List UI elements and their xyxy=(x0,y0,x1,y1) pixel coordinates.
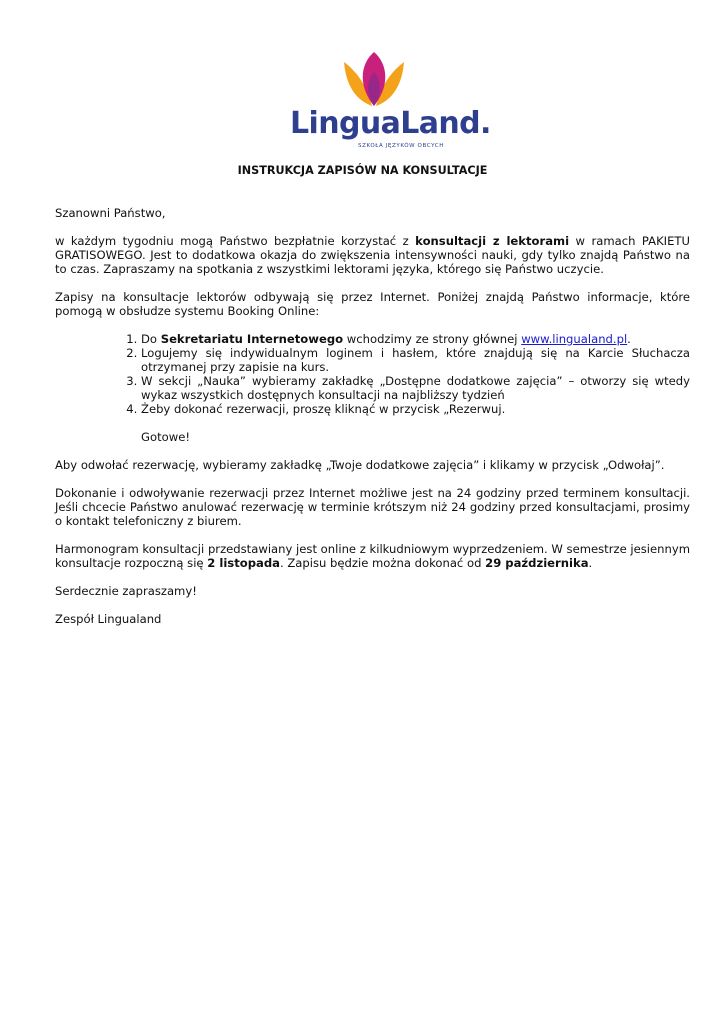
brand-tagline: SZKOŁA JĘZYKÓW OBCYCH xyxy=(358,143,444,149)
booking-paragraph: Zapisy na konsultacje lektorów odbywają się przez Internet. Poniżej znajdą Państwo informacje, które pomogą w obsłudze systemu Booking Online: xyxy=(55,290,690,318)
cancel-paragraph: Aby odwołać rezerwację, wybieramy zakładkę „Twoje dodatkowe zajęcia” i klikamy w przycisk „Odwołaj”. xyxy=(55,458,665,472)
brand-name: LinguaLand. xyxy=(290,106,491,141)
schedule-text-2: . Zapisu będzie można dokonać od xyxy=(279,556,486,570)
intro-paragraph xyxy=(55,234,690,276)
step-item: 4. Żeby dokonać rezerwacji, proszę kliknąć w przycisk „Rezerwuj. xyxy=(141,402,690,416)
step1-bold: Sekretariatu Internetowego xyxy=(160,332,344,346)
website-link[interactable]: www.lingualand.pl xyxy=(521,332,628,346)
schedule-text-1: Harmonogram konsultacji przedstawiany jest online z kilkudniowym wyprzedzeniem. W semestrze jesiennym konsultacje rozpoczną się xyxy=(55,542,690,570)
schedule-paragraph xyxy=(55,542,690,570)
step1-text-1: Do xyxy=(141,332,161,346)
intro-bold: konsultacji z lektorami xyxy=(415,234,570,248)
intro-text-2: w ramach PAKIETU GRATISOWEGO. Jest to dodatkowa okazja do zwiększenia intensywności nauki, gdy tylko znajdą Państwo na to czas. Zapraszamy na spotkania z wszystkimi lektorami języka, którego się Państwo uczycie. xyxy=(55,234,690,276)
step-item: 2. Logujemy się indywidualnym loginem i hasłem, które znajdują się na Karcie Słuchacza otrzymanej przy zapisie na kurs. xyxy=(141,346,690,374)
document-title: INSTRUKCJA ZAPISÓW NA KONSULTACJE xyxy=(237,164,488,177)
schedule-text-3: . xyxy=(588,556,593,570)
schedule-start-date: 2 listopada xyxy=(207,556,280,570)
document-body xyxy=(55,206,690,640)
greeting: Szanowni Państwo, xyxy=(55,206,166,220)
step1-text-3: . xyxy=(627,332,631,346)
step-item: 3. W sekcji „Nauka” wybieramy zakładkę „Dostępne dodatkowe zajęcia” – otworzy się wtedy wykaz wszystkich dostępnych konsultacji na najbliższy tydzień xyxy=(141,374,690,402)
done-text: Gotowe! xyxy=(141,430,190,444)
intro-text-1: w każdym tygodniu mogą Państwo bezpłatnie korzystać z xyxy=(55,234,416,248)
lotus-icon xyxy=(342,50,406,108)
schedule-booking-date: 29 października xyxy=(485,556,589,570)
steps-list xyxy=(55,332,690,416)
policy-paragraph: Dokonanie i odwoływanie rezerwacji przez Internet możliwe jest na 24 godziny przed terminem konsultacji. Jeśli chcecie Państwo anulować rezerwację w terminie krótszym niż 24 godziny przed konsultacjami, prosimy o kontakt telefoniczny z biurem. xyxy=(55,486,690,528)
step1-text-2: wchodzimy ze strony głównej xyxy=(343,332,522,346)
closing-line: Serdecznie zapraszamy! xyxy=(55,584,197,598)
step-item xyxy=(141,332,690,346)
signature: Zespół Lingualand xyxy=(55,612,162,626)
lingualand-logo xyxy=(290,50,491,155)
